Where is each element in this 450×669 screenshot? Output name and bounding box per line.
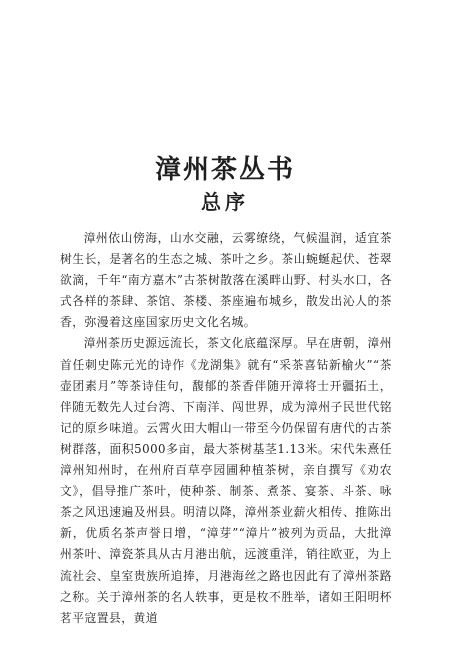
paragraph: 漳州茶历史源远流长，茶文化底蕴深厚。早在唐朝，漳州首任刺史陈元光的诗作《龙湖集》就有“采茶喜钻新榆火”“茶壶团素月”等茶诗佳句，馥郁的茶香伴随开漳将士开疆拓土，伴随无数先人过台湾、下南洋、闯世界，成为漳州子民世代铭记的原乡味道。云霄火田大帽山一带至今仍保留有唐代的古茶树群落，面积5000多亩，最大茶树基茎1.13米。宋代朱熹任漳州知州时，在州府百草亭园圃种植茶树，亲自撰写《劝农文》，倡导推广茶叶，使种茶、制茶、煮茶、宴茶、斗茶、咏茶之风迅速遍及州县。明清以降，漳州茶业薪火相传、推陈出新，优质名茶声誉日增，“漳芽”“漳片”被列为贡品，大批漳州茶叶、漳瓷茶具从古月港出航，远渡重洋，销往欧亚，为上流社会、皇室贵族所追捧，月港海丝之路也因此有了漳州茶路之称。关于漳州茶的名人轶事，更是枚不胜举，诸如王阳明杯茗平寇置县，黄道 [60, 336, 392, 625]
body-text [60, 228, 392, 629]
page-subtitle: 总序 [201, 190, 249, 214]
page-title: 漳州茶丛书 [154, 155, 295, 185]
paragraph: 漳州依山傍海，山水交融，云雾缭绕，气候温润，适宜茶树生长，是著名的生态之城、茶叶之乡。茶山蜿蜒起伏、苍翠欲滴，千年“南方嘉木”古茶树散落在溪畔山野、村头水口，各式各样的茶肆、茶馆、茶楼、茶座遍布城乡，散发出沁人的茶香，弥漫着这座国家历史文化名城。 [60, 231, 392, 330]
